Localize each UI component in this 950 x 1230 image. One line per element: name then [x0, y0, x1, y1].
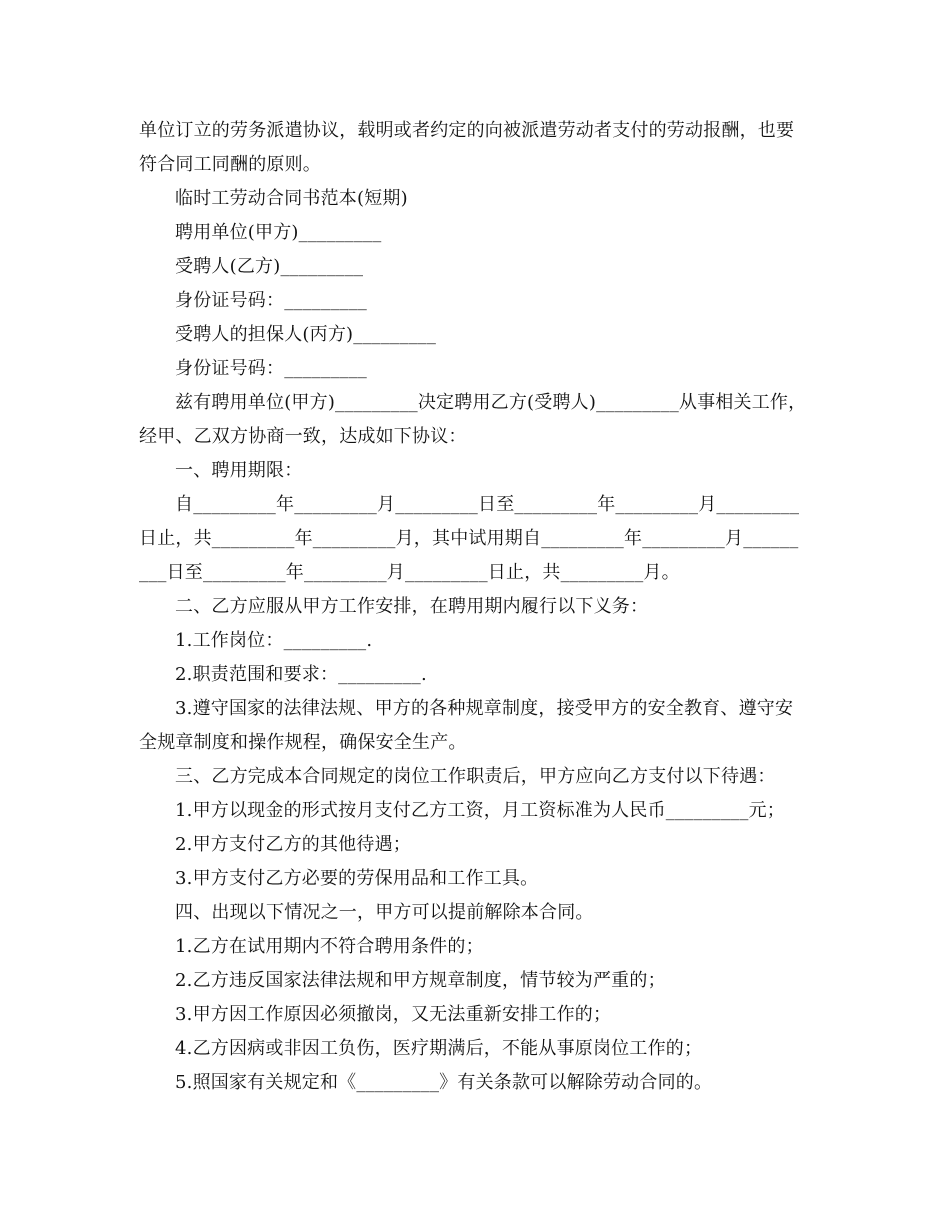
list-item: 5.照国家有关规定和《_________》有关条款可以解除劳动合同的。: [175, 1072, 713, 1093]
list-item: 2.职责范围和要求：_________.: [175, 664, 427, 685]
section-heading: 一、聘用期限：: [175, 460, 303, 481]
text-line: 兹有聘用单位(甲方)_________决定聘用乙方(受聘人)_________从事相关工作，: [175, 392, 807, 413]
list-item: 1.甲方以现金的形式按月支付乙方工资，月工资标准为人民币_________元；: [175, 800, 785, 821]
text-line: 单位订立的劳务派遣协议，载明或者约定的向被派遣劳动者支付的劳动报酬，也要: [139, 120, 795, 141]
text-line: 自_________年_________月_________日至_________年_________月_________: [175, 494, 800, 515]
list-item: 2.甲方支付乙方的其他待遇；: [175, 834, 411, 855]
document-body: [139, 114, 814, 1100]
section-heading: 二、乙方应服从甲方工作安排，在聘用期内履行以下义务：: [175, 596, 649, 617]
list-item: 4.乙方因病或非因工负伤，医疗期满后，不能从事原岗位工作的；: [175, 1038, 703, 1059]
list-item: 1.乙方在试用期内不符合聘用条件的；: [175, 936, 484, 957]
list-item: 3.遵守国家的法律法规、甲方的各种规章制度，接受甲方的安全教育、遵守安: [175, 698, 794, 719]
list-item: 2.乙方违反国家法律法规和甲方规章制度，情节较为严重的；: [175, 970, 666, 991]
id-number-field: 身份证号码：_________: [175, 290, 367, 311]
list-item: 3.甲方因工作原因必须撤岗，又无法重新安排工作的；: [175, 1004, 612, 1025]
section-heading: 三、乙方完成本合同规定的岗位工作职责后，甲方应向乙方支付以下待遇：: [175, 766, 776, 787]
list-item: 3.甲方支付乙方必要的劳保用品和工作工具。: [175, 868, 539, 889]
text-line: 日止，共_________年_________月，其中试用期自_________年_________月______: [139, 528, 799, 549]
contract-title: 临时工劳动合同书范本(短期): [175, 188, 408, 209]
section-heading: 四、出现以下情况之一，甲方可以提前解除本合同。: [175, 902, 594, 923]
list-item: 1.工作岗位：_________.: [175, 630, 373, 651]
text-line: 全规章制度和操作规程，确保安全生产。: [139, 732, 467, 753]
text-line: 符合同工同酬的原则。: [139, 154, 321, 175]
employer-field: 聘用单位(甲方)_________: [175, 222, 382, 243]
guarantor-field: 受聘人的担保人(丙方)_________: [175, 324, 437, 345]
guarantor-id-number-field: 身份证号码：_________: [175, 358, 367, 379]
employee-field: 受聘人(乙方)_________: [175, 256, 364, 277]
text-line: ___日至_________年_________月_________日止，共_________月。: [139, 562, 680, 583]
text-line: 经甲、乙双方协商一致，达成如下协议：: [139, 426, 467, 447]
